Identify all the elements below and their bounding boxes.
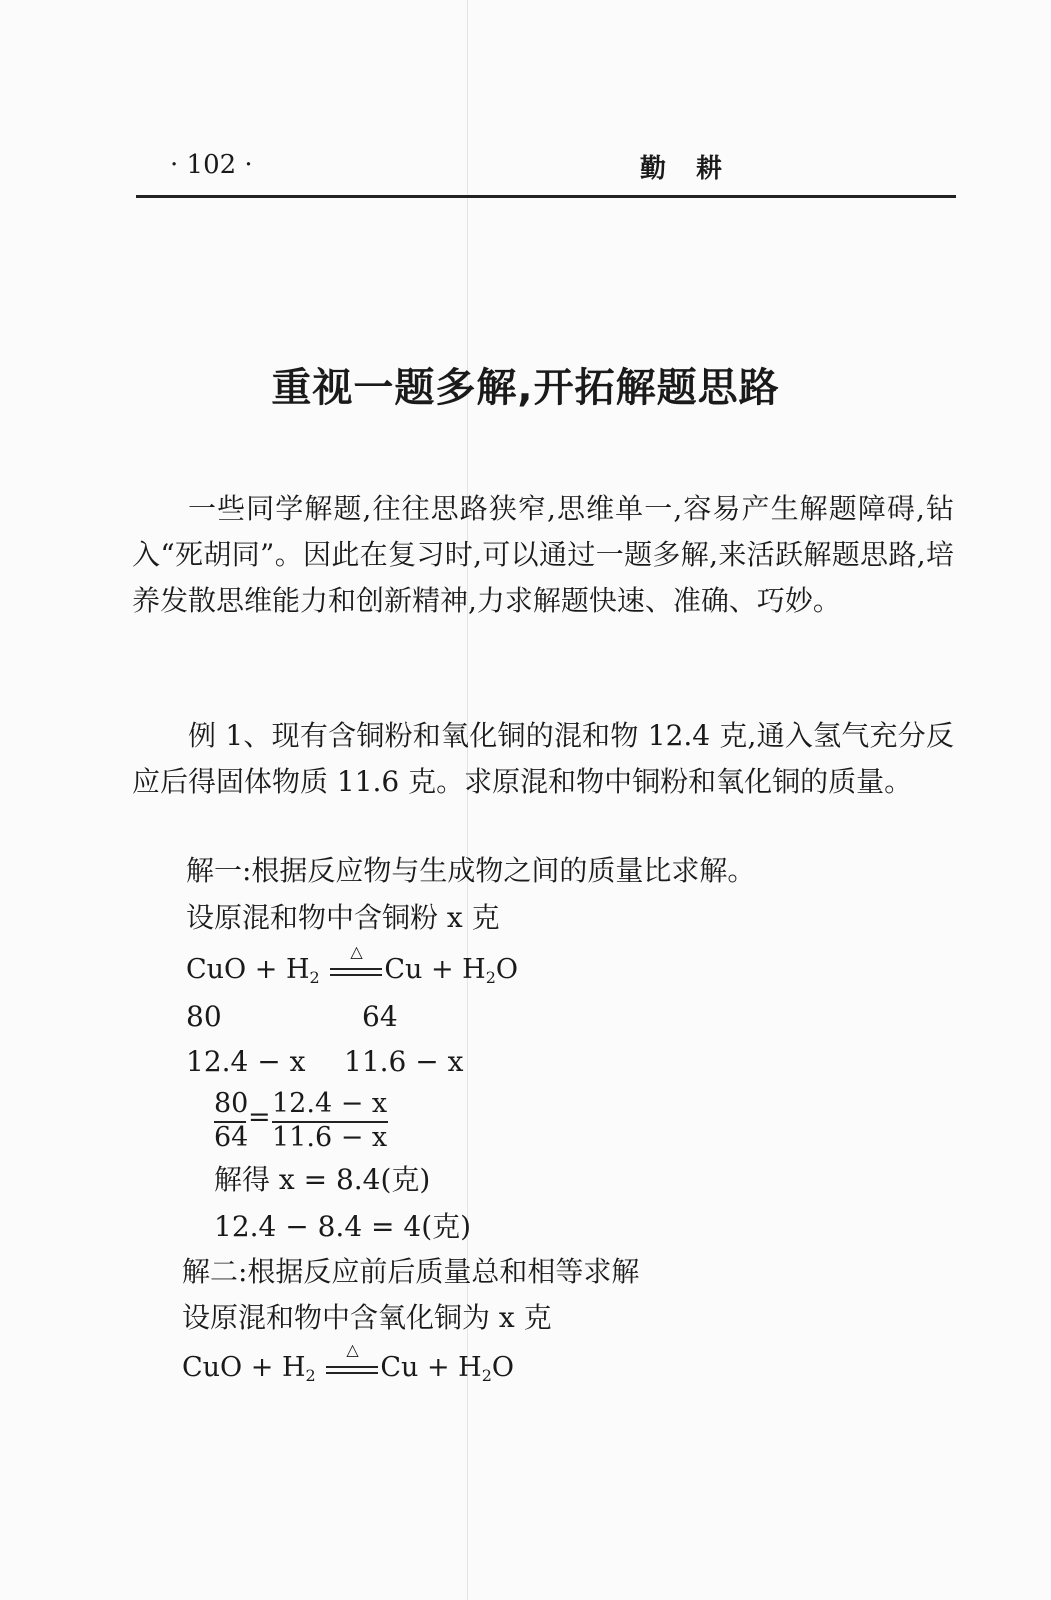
solution1-equation [186, 941, 519, 994]
page-header [136, 148, 956, 188]
frac-left-numerator: 80 [214, 1088, 249, 1119]
equation-products-o: O [491, 1352, 515, 1383]
frac-right-denominator: 11.6 − x [272, 1122, 388, 1153]
heat-symbol: △ [346, 1339, 359, 1359]
page-number: · 102 · [170, 150, 253, 180]
h2-subscript: 2 [309, 968, 320, 987]
equals-sign: = [248, 1102, 271, 1133]
h2o-subscript: 2 [481, 1366, 492, 1385]
frac-left-denominator: 64 [214, 1122, 249, 1153]
header-rule [136, 195, 956, 198]
solution1-result: 解得 x = 8.4(克) [214, 1163, 431, 1196]
solution1-heading: 解一:根据反应物与生成物之间的质量比求解。 [186, 854, 756, 887]
equation-reactants: CuO + H [186, 954, 310, 985]
solution1-setup: 设原混和物中含铜粉 x 克 [186, 901, 500, 934]
solution1-subtraction: 12.4 − 8.4 = 4(克) [214, 1210, 472, 1243]
frac-right-numerator: 12.4 − x [272, 1088, 388, 1119]
h2-subscript: 2 [305, 1366, 316, 1385]
equation-products: Cu + H [384, 954, 486, 985]
proportion-equation [214, 1088, 414, 1158]
heat-reaction-arrow [330, 941, 382, 986]
row-cuo: 12.4 − x [186, 1045, 306, 1078]
example-problem: 例 1、现有含铜粉和氧化铜的混和物 12.4 克,通入氢气充分反应后得固体物质 11.6 克。求原混和物中铜粉和氧化铜的质量。 [132, 719, 954, 798]
solution2-heading: 解二:根据反应前后质量总和相等求解 [182, 1255, 640, 1288]
h2o-subscript: 2 [485, 968, 496, 987]
solution2-setup: 设原混和物中含氧化铜为 x 克 [182, 1301, 552, 1334]
equation-products-o: O [495, 954, 519, 985]
running-title: 勤耕 [640, 154, 753, 184]
mass-cu: 64 [362, 1000, 398, 1033]
row-cu: 11.6 − x [344, 1045, 464, 1078]
equation-products: Cu + H [380, 1352, 482, 1383]
equation-reactants: CuO + H [182, 1352, 306, 1383]
intro-paragraph: 一些同学解题,往往思路狭窄,思维单一,容易产生解题障碍,钻入“死胡同”。因此在复习时,可以通过一题多解,来活跃解题思路,培养发散思维能力和创新精神,力求解题快速、准确、巧妙。 [132, 492, 954, 617]
heat-symbol: △ [350, 941, 363, 961]
solution2-equation [182, 1339, 515, 1392]
heat-reaction-arrow [326, 1339, 378, 1384]
mass-cuo: 80 [186, 1000, 222, 1033]
article-title: 重视一题多解,开拓解题思路 [271, 365, 780, 411]
